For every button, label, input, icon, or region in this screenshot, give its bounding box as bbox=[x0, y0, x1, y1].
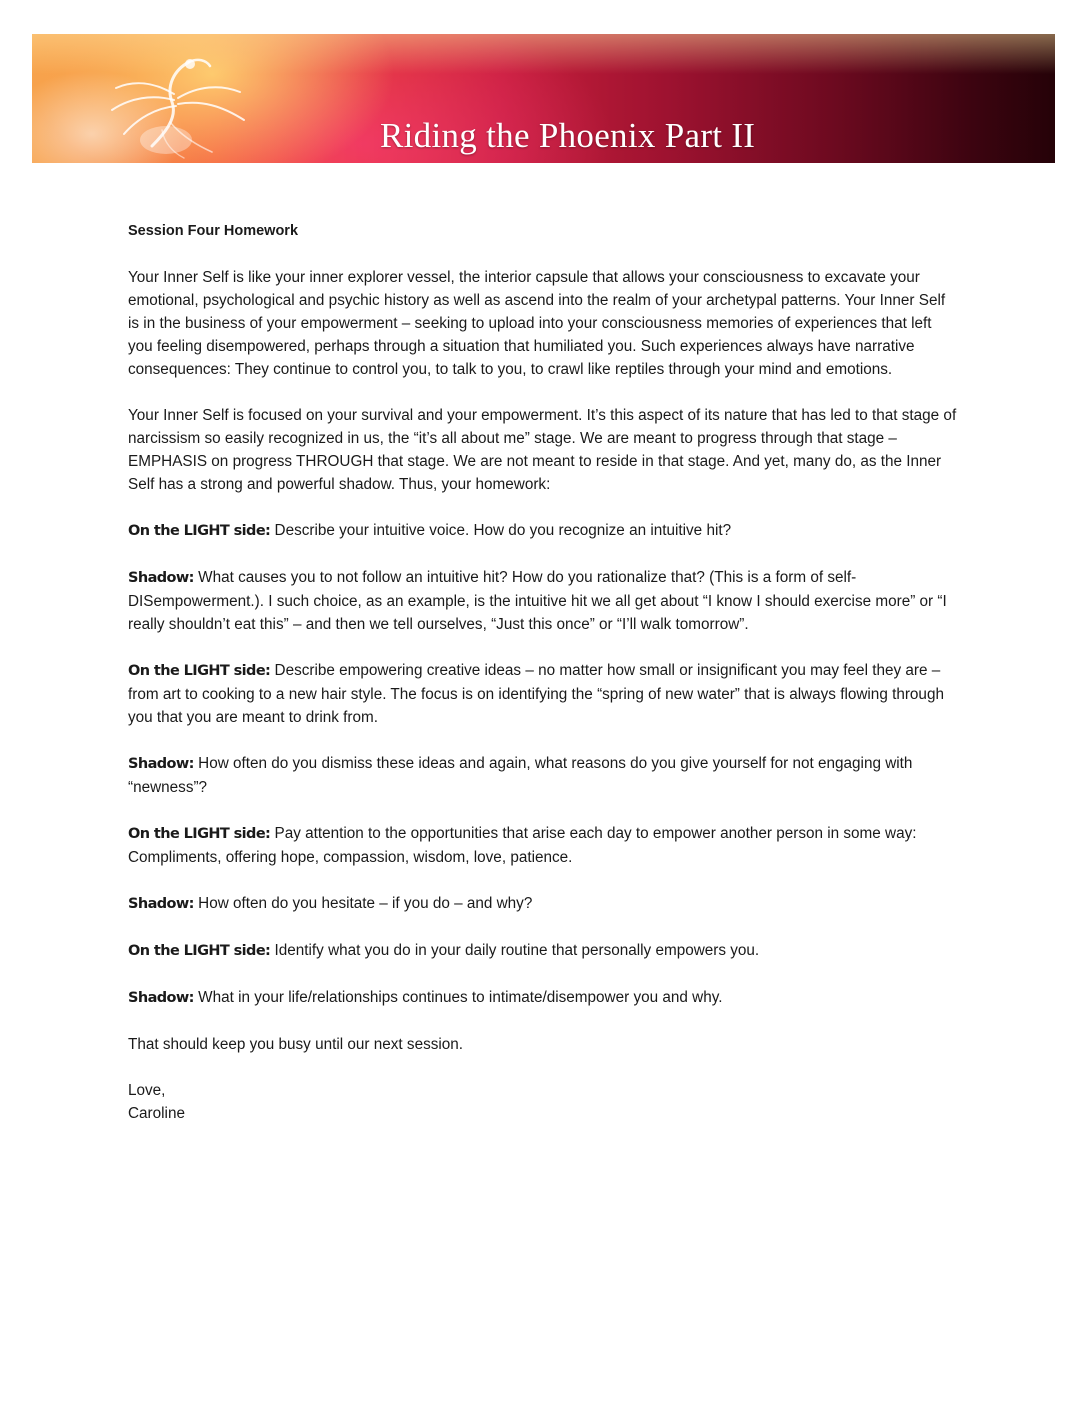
homework-item bbox=[128, 939, 960, 963]
intro-paragraph-2: Your Inner Self is focused on your survival and your empowerment. It’s this aspect of its nature that has led to that stage of narcissism so easily recognized in us, the “it’s all about me” stage. We are meant to progress through that stage – EMPHASIS on progress THROUGH that stage. We are not meant to reside in that stage. And yet, many do, as the Inner Self has a strong and powerful shadow. Thus, your homework: bbox=[128, 407, 957, 493]
homework-item bbox=[128, 659, 960, 729]
item-text: How often do you dismiss these ideas and again, what reasons do you give yourself for not engaging with “newness”? bbox=[128, 755, 913, 796]
item-text: Identify what you do in your daily routine that personally empowers you. bbox=[274, 942, 760, 959]
item-text: How often do you hesitate – if you do – and why? bbox=[198, 895, 533, 912]
document-heading: Session Four Homework bbox=[128, 223, 299, 239]
homework-item bbox=[128, 519, 960, 543]
item-text: What causes you to not follow an intuitive hit? How do you rationalize that? (This is a form of self-DISempowerment.). I such choice, as an example, is the intuitive hit we all get about “I know I should exercise more” or “I really shouldn’t eat this” – and then we tell ourselves, “Just this once” or “I’ll walk tomorrow”. bbox=[128, 569, 947, 633]
item-text: Pay attention to the opportunities that arise each day to empower another person in some way: Compliments, offering hope, compassion, wisdom, love, patience. bbox=[128, 825, 917, 866]
item-label: On the LIGHT side: bbox=[128, 826, 271, 842]
homework-item bbox=[128, 892, 960, 916]
banner-title: Riding the Phoenix Part II bbox=[380, 116, 756, 155]
homework-item bbox=[128, 752, 960, 799]
header-banner bbox=[32, 34, 1055, 163]
item-label: On the LIGHT side: bbox=[128, 523, 271, 539]
item-label: Shadow: bbox=[128, 756, 194, 772]
closing-line: That should keep you busy until our next session. bbox=[128, 1036, 464, 1053]
homework-item bbox=[128, 566, 960, 636]
signoff: Love, bbox=[128, 1082, 166, 1099]
item-label: On the LIGHT side: bbox=[128, 943, 271, 959]
homework-item bbox=[128, 986, 960, 1010]
item-label: Shadow: bbox=[128, 990, 194, 1006]
item-text: What in your life/relationships continues to intimate/disempower you and why. bbox=[198, 989, 723, 1006]
signature-name: Caroline bbox=[128, 1105, 185, 1122]
item-text: Describe empowering creative ideas – no matter how small or insignificant you may feel they are – from art to cooking to a new hair style. The focus is on identifying the “spring of new water” that is always flowing through you that you are meant to drink from. bbox=[128, 662, 944, 726]
phoenix-icon bbox=[94, 42, 264, 160]
item-text: Describe your intuitive voice. How do you recognize an intuitive hit? bbox=[274, 522, 732, 539]
item-label: On the LIGHT side: bbox=[128, 663, 271, 679]
document-body bbox=[128, 220, 960, 1125]
item-label: Shadow: bbox=[128, 570, 194, 586]
signature-block bbox=[128, 1079, 960, 1125]
intro-paragraph-1: Your Inner Self is like your inner explorer vessel, the interior capsule that allows your consciousness to excavate your emotional, psychological and psychic history as well as ascend into the realm of your archetypal patterns. Your Inner Self is in the business of your empowerment – seeking to upload into your consciousness memories of experiences that left you feeling disempowered, perhaps through a situation that humiliated you. Such experiences always have narrative consequences: They continue to control you, to talk to you, to crawl like reptiles through your mind and emotions. bbox=[128, 269, 946, 378]
item-label: Shadow: bbox=[128, 896, 194, 912]
homework-item bbox=[128, 822, 960, 869]
